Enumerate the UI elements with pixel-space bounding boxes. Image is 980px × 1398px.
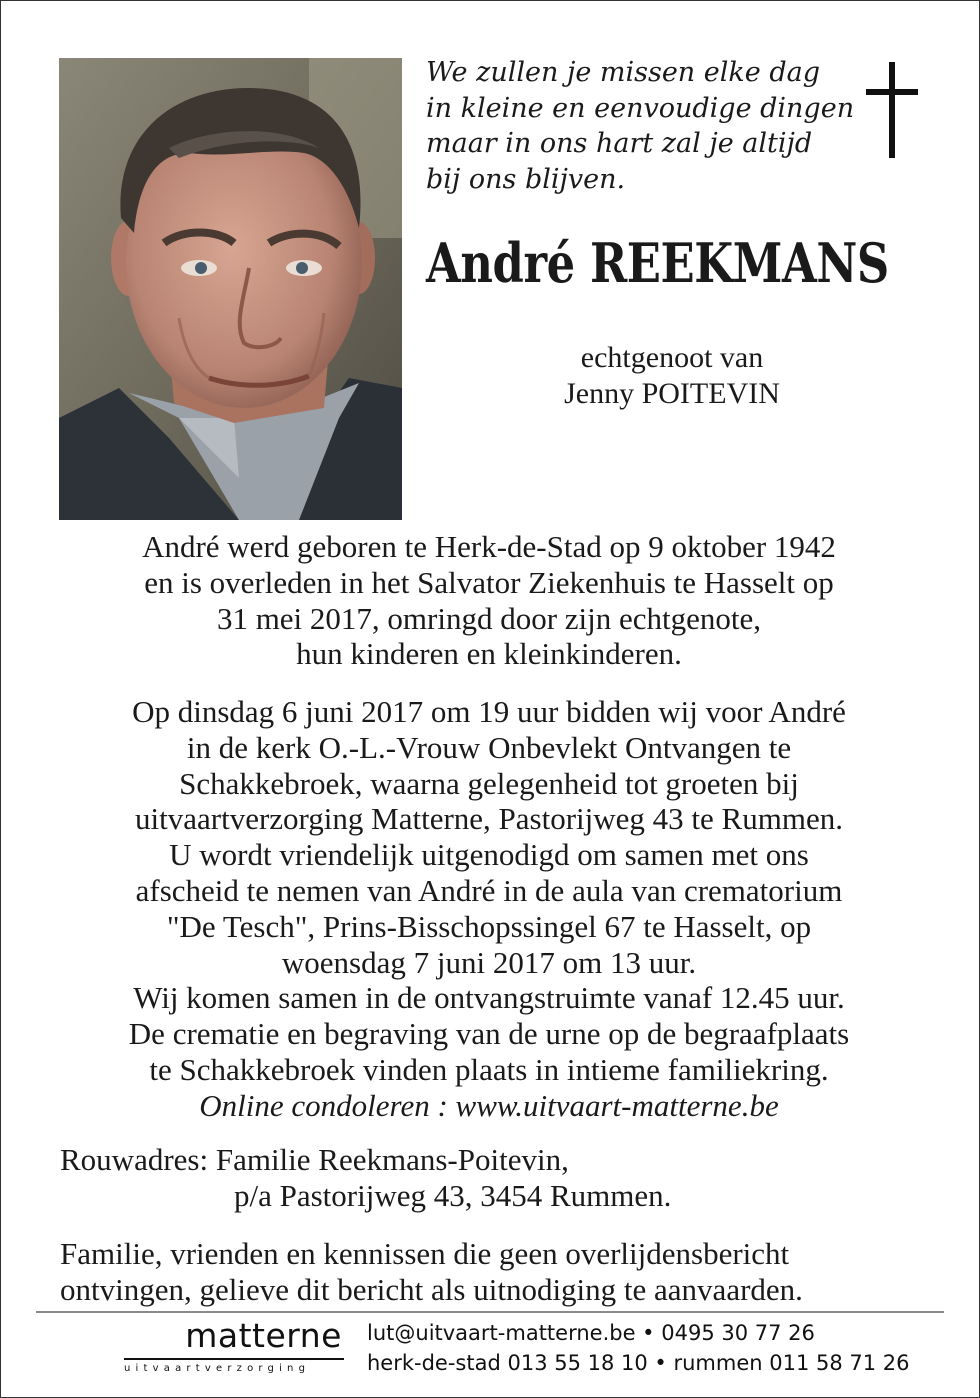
footer-divider — [36, 1311, 944, 1313]
birth-paragraph — [30, 529, 948, 672]
service-line: Schakkebroek, waarna gelegenheid tot groeten bij — [179, 765, 799, 801]
service-line: De crematie en begraving van de urne op de begraafplaats — [128, 1016, 850, 1052]
birth-line: hun kinderen en kleinkinderen. — [296, 636, 682, 672]
service-line: Wij komen samen in de ontvangstruimte vanaf 12.45 uur. — [133, 980, 845, 1016]
service-line: in de kerk O.-L.-Vrouw Onbevlekt Ontvangen te — [186, 729, 792, 765]
notice-line: Familie, vrienden en kennissen die geen overlijdensbericht — [60, 1236, 790, 1271]
logo-tagline: uitvaartverzorging — [124, 1363, 311, 1374]
address-line: p/a Pastorijweg 43, 3454 Rummen. — [234, 1177, 672, 1213]
service-line: woensdag 7 juni 2017 om 13 uur. — [281, 944, 697, 980]
spouse-relation: echtgenoot van — [580, 341, 764, 374]
birth-line: en is overleden in het Salvator Ziekenhuis te Hasselt op — [144, 564, 834, 600]
logo-rule — [124, 1358, 344, 1360]
contact-line: herk-de-stad 013 55 18 10 • rummen 011 58 71 26 — [367, 1351, 910, 1375]
deceased-name: André REEKMANS — [426, 231, 889, 295]
address-line: Rouwadres: Familie Reekmans-Poitevin, — [60, 1142, 569, 1177]
cross-icon — [862, 60, 922, 160]
poem-line: maar in ons hart zal je altijd — [426, 128, 813, 159]
poem-line: We zullen je missen elke dag — [426, 57, 820, 88]
matterne-logo — [124, 1316, 344, 1374]
service-line: U wordt vriendelijk uitgenodigd om samen met ons — [169, 837, 809, 873]
birth-line: 31 mei 2017, omringd door zijn echtgenote, — [216, 600, 762, 636]
birth-line: André werd geboren te Herk-de-Stad op 9 oktober 1942 — [142, 529, 836, 564]
spouse-block — [412, 340, 932, 412]
service-paragraph — [30, 694, 948, 1124]
footer-contact — [367, 1318, 927, 1378]
service-line: uitvaartverzorging Matterne, Pastorijweg 43 te Rummen. — [135, 801, 843, 837]
service-line: te Schakkebroek vinden plaats in intieme familiekring. — [149, 1051, 829, 1087]
spouse-name: Jenny POITEVIN — [564, 377, 780, 410]
poem-line: bij ons blijven. — [426, 163, 626, 195]
service-line: Op dinsdag 6 juni 2017 om 19 uur bidden wij voor André — [132, 694, 846, 729]
service-line: "De Tesch", Prins-Bisschopssingel 67 te Hasselt, op — [166, 908, 812, 944]
invitation-notice — [60, 1236, 940, 1308]
logo-wordmark: matterne — [185, 1316, 342, 1355]
portrait-photo — [59, 58, 402, 520]
portrait-illustration — [59, 58, 402, 520]
service-line: afscheid te nemen van André in de aula van crematorium — [135, 872, 843, 908]
contact-line: lut@uitvaart-matterne.be • 0495 30 77 26 — [367, 1321, 815, 1345]
online-condolence-link[interactable]: Online condoleren : www.uitvaart-matterne.be — [199, 1087, 779, 1123]
notice-line: ontvingen, gelieve dit bericht als uitnodiging te aanvaarden. — [60, 1271, 803, 1307]
mourning-address — [60, 1142, 940, 1214]
poem-line: in kleine en eenvoudige dingen — [426, 92, 855, 124]
poem — [426, 55, 855, 197]
